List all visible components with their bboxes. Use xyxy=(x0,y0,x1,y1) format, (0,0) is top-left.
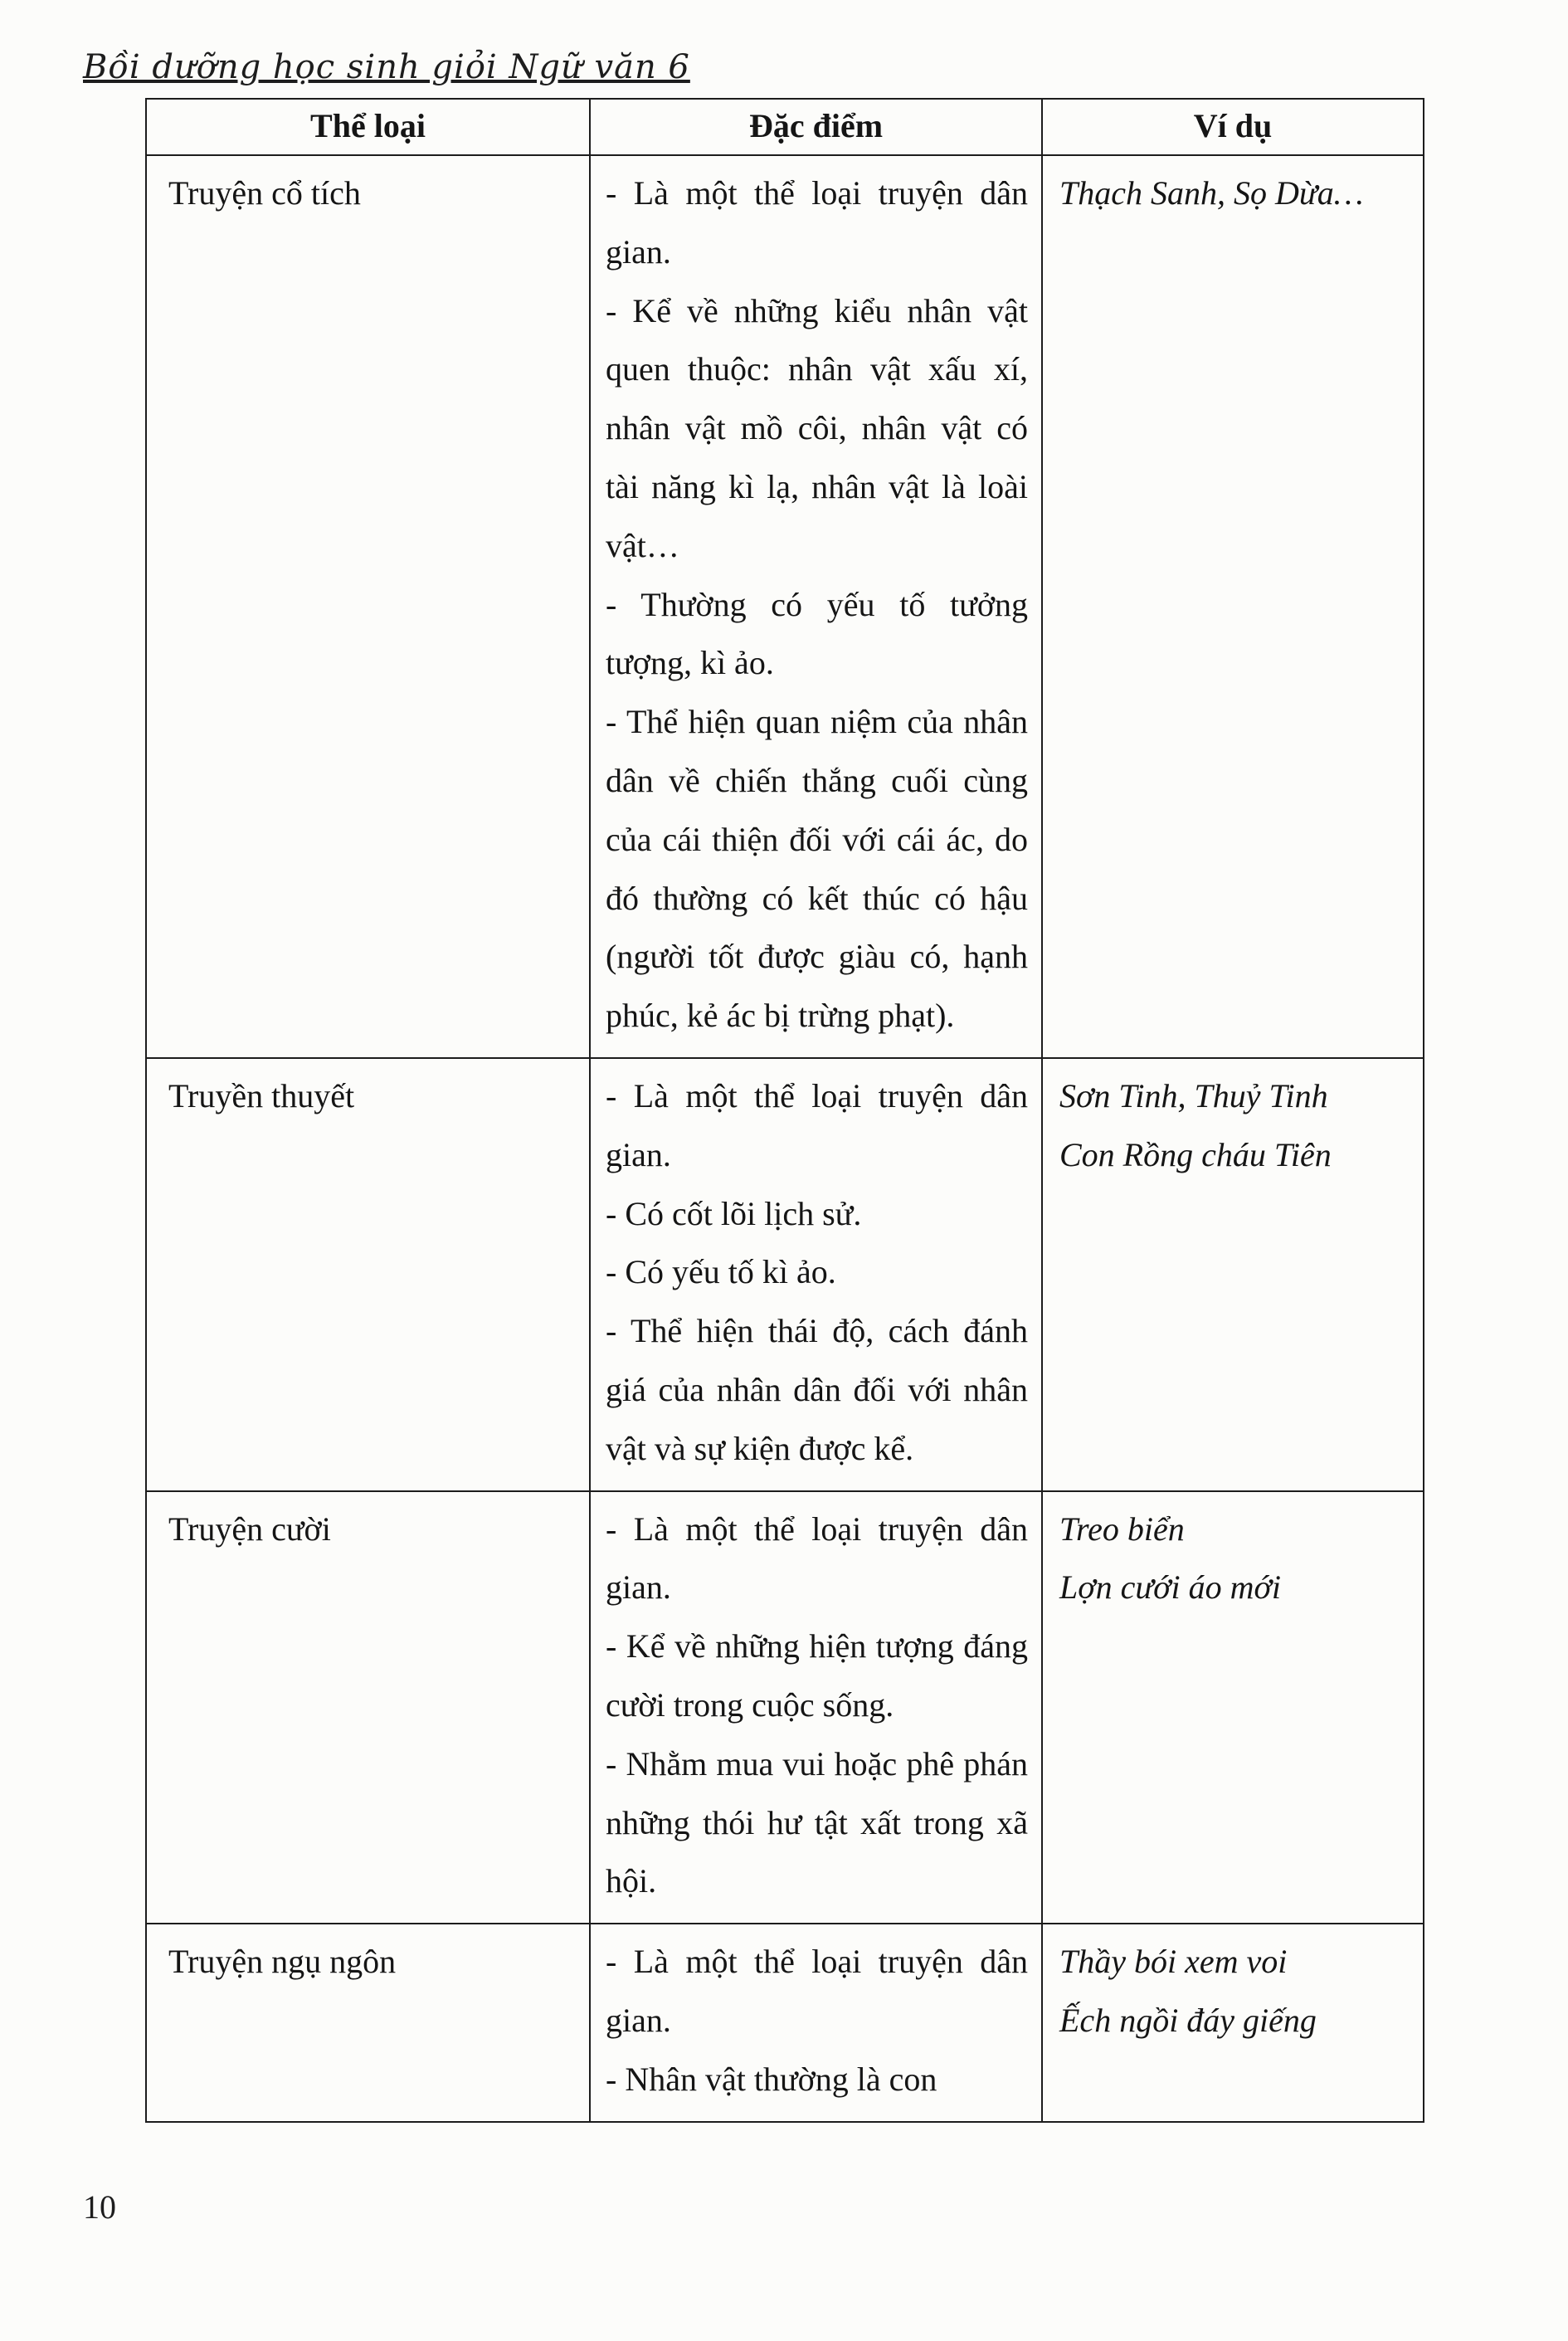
feature-item: - Thể hiện quan niệm của nhân dân về chiến thắng cuối cùng của cái thiện đối với cái ác, do đó thường có kết thúc có hậu (người tốt được giàu có, hạnh phúc, kẻ ác bị trừng phạt). xyxy=(606,703,1028,1035)
column-header-examples: Ví dụ xyxy=(1042,99,1424,155)
column-header-genre: Thể loại xyxy=(146,99,590,155)
example-item: Thầy bói xem voi xyxy=(1059,1943,1288,1981)
table-row-fable xyxy=(146,1924,1424,2121)
feature-item: - Thường có yếu tố tưởng tượng, kì ảo. xyxy=(606,585,1028,682)
table-row-legend xyxy=(146,1058,1424,1491)
genre-cell: Truyền thuyết xyxy=(146,1058,590,1491)
feature-item: - Là một thể loại truyện dân gian. xyxy=(606,1943,1028,2039)
table-header-row xyxy=(146,99,1424,155)
example-item: Ếch ngồi đáy giếng xyxy=(1059,2001,1317,2039)
examples-cell xyxy=(1042,1058,1424,1491)
features-cell xyxy=(590,1491,1042,1924)
table-row-fairy-tale xyxy=(146,155,1424,1058)
genre-table xyxy=(145,98,1424,2123)
feature-item: - Thể hiện thái độ, cách đánh giá của nhân dân đối với nhân vật và sự kiện được kể. xyxy=(606,1312,1028,1467)
feature-item: - Là một thể loại truyện dân gian. xyxy=(606,174,1028,271)
example-item: Con Rồng cháu Tiên xyxy=(1059,1135,1332,1173)
running-header: Bồi dưỡng học sinh giỏi Ngữ văn 6 xyxy=(83,48,690,86)
examples-cell xyxy=(1042,1491,1424,1924)
feature-item: - Nhân vật thường là con xyxy=(606,2060,937,2098)
feature-item: - Kể về những hiện tượng đáng cười trong cuộc sống. xyxy=(606,1627,1028,1724)
page-number: 10 xyxy=(83,2188,116,2226)
example-item: Treo biển xyxy=(1059,1509,1185,1548)
feature-item: - Là một thể loại truyện dân gian. xyxy=(606,1076,1028,1173)
example-item: Thạch Sanh, Sọ Dừa… xyxy=(1059,174,1364,212)
example-item: Sơn Tinh, Thuỷ Tinh xyxy=(1059,1076,1328,1114)
feature-item: - Có yếu tố kì ảo. xyxy=(606,1253,836,1291)
feature-item: - Là một thể loại truyện dân gian. xyxy=(606,1509,1028,1607)
examples-cell xyxy=(1042,155,1424,1058)
features-cell xyxy=(590,155,1042,1058)
column-header-features: Đặc điểm xyxy=(590,99,1042,155)
features-cell xyxy=(590,1058,1042,1491)
genre-cell: Truyện cổ tích xyxy=(146,155,590,1058)
example-item: Lợn cưới áo mới xyxy=(1059,1568,1281,1607)
features-cell xyxy=(590,1924,1042,2121)
feature-item: - Nhằm mua vui hoặc phê phán những thói hư tật xất trong xã hội. xyxy=(606,1744,1028,1900)
feature-item: - Kể về những kiểu nhân vật quen thuộc: nhân vật xấu xí, nhân vật mồ côi, nhân vật có tài năng kì lạ, nhân vật là loài vật… xyxy=(606,291,1028,564)
genre-cell: Truyện cười xyxy=(146,1491,590,1924)
table-row-joke xyxy=(146,1491,1424,1924)
examples-cell xyxy=(1042,1924,1424,2121)
feature-item: - Có cốt lõi lịch sử. xyxy=(606,1194,862,1232)
genre-cell: Truyện ngụ ngôn xyxy=(146,1924,590,2121)
